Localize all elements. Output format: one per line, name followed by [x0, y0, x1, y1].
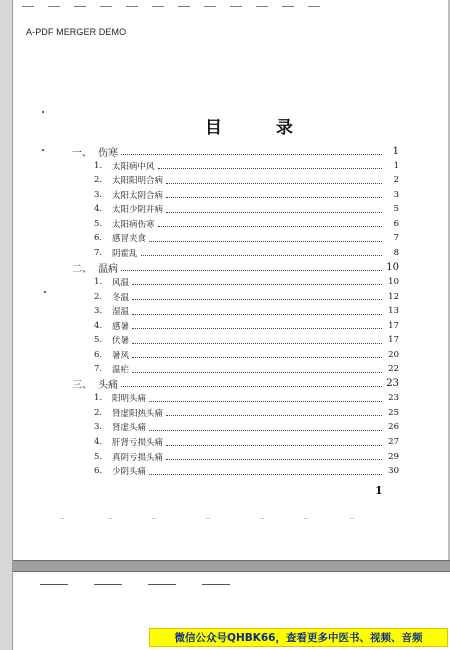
toc-dot-leader	[166, 197, 382, 198]
toc-dot-leader	[166, 445, 382, 446]
toc-entry-label: 温疟	[112, 365, 130, 376]
toc-entry-number: 4.	[94, 437, 103, 447]
toc-entry-number: 3.	[94, 189, 103, 200]
next-page-dash-marks	[40, 584, 230, 585]
toc-entry-page: 17	[388, 335, 399, 346]
toc-entry-label: 暑风	[112, 350, 130, 361]
toc-entry-row	[94, 159, 399, 173]
toc-entry-page: 27	[388, 437, 399, 447]
toc-entry-page: 3	[393, 189, 399, 200]
toc-entry-label: 阳明头痛	[112, 394, 147, 405]
toc-entry-page: 29	[388, 451, 399, 462]
toc-entry-page: 22	[388, 364, 399, 375]
toc-dot-leader	[132, 372, 382, 373]
toc-entry-page: 17	[388, 320, 399, 331]
toc-entry-number: 2.	[94, 407, 103, 418]
toc-dot-leader	[166, 459, 382, 460]
toc-entry-page: 1	[392, 145, 399, 157]
toc-dot-leader	[149, 474, 382, 475]
toc-entry-row	[94, 333, 399, 347]
toc-entry-label: 头痛	[98, 380, 118, 392]
toc-entry-row	[94, 304, 399, 318]
toc-entry-row	[94, 231, 399, 245]
page-number: 1	[375, 484, 383, 497]
toc-entry-label: 感暑	[112, 321, 130, 332]
toc-entry-number: 4.	[94, 204, 103, 215]
toc-entry-row	[94, 246, 399, 260]
toc-dot-leader	[149, 401, 382, 402]
toc-dot-leader	[149, 241, 382, 242]
toc-entry-page: 7	[393, 233, 399, 244]
toc-entry-number: 6.	[94, 349, 103, 360]
faint-scan-marks	[60, 518, 380, 520]
toc-entry-number: 5.	[94, 218, 103, 229]
toc-entry-row	[94, 188, 399, 202]
toc-entry-label: 温病	[98, 263, 118, 275]
toc-entry-row	[94, 406, 399, 420]
toc-entry-number: 6.	[94, 466, 103, 477]
toc-entry-row	[94, 217, 399, 231]
toc-entry-label: 感冒夹食	[112, 234, 147, 245]
toc-dot-leader	[166, 212, 382, 213]
toc-entry-number: 7.	[94, 247, 103, 258]
toc-dot-leader	[132, 357, 382, 358]
toc-entry-label: 肾虚头痛	[112, 423, 147, 434]
toc-entry-row	[94, 275, 399, 289]
scan-speck	[42, 149, 44, 151]
toc-entry-row	[94, 420, 399, 434]
toc-entry-number: 5.	[94, 451, 103, 462]
toc-entry-row	[94, 435, 399, 449]
toc-entry-number: 5.	[94, 335, 103, 346]
toc-entry-page: 6	[393, 218, 399, 229]
scan-speck	[42, 111, 44, 113]
toc-entry-label: 太阳病伤寒	[112, 219, 155, 230]
toc-dot-leader	[158, 226, 382, 227]
toc-dot-leader	[158, 168, 382, 169]
toc-entry-page: 23	[386, 378, 399, 390]
toc-entry-row	[94, 450, 399, 464]
toc-dot-leader	[149, 430, 382, 431]
toc-dot-leader	[121, 154, 382, 155]
toc-section-row	[72, 377, 399, 391]
toc-entry-number: 7.	[94, 364, 103, 375]
toc-entry-label: 风温	[112, 277, 130, 288]
toc-dot-leader	[166, 183, 382, 184]
toc-entry-page: 10	[386, 261, 399, 273]
toc-entry-number: 三、	[72, 380, 92, 392]
toc-dot-leader	[121, 386, 382, 387]
toc-entry-label: 太阳阳明合病	[112, 176, 164, 187]
toc-entry-number: 1.	[94, 276, 103, 287]
toc-entry-number: 6.	[94, 233, 103, 244]
toc-dot-leader	[132, 284, 382, 285]
toc-entry-label: 湿温	[112, 307, 130, 318]
toc-entry-row	[94, 173, 399, 187]
toc-entry-row	[94, 362, 399, 376]
toc-entry-label: 伏暑	[112, 336, 130, 347]
toc-entry-row	[94, 290, 399, 304]
toc-entry-label: 真阴亏损头痛	[112, 452, 164, 463]
toc-entry-number: 2.	[94, 291, 103, 302]
toc-entry-label: 肾虚阳热头痛	[112, 408, 164, 419]
toc-entry-label: 阴霍乱	[112, 248, 138, 259]
promo-banner: 微信公众号QHBK66，查看更多中医书、视频、音频	[149, 628, 448, 647]
toc-entry-number: 1.	[94, 393, 103, 404]
toc-entry-page: 1	[393, 160, 399, 171]
toc-entry-page: 5	[393, 204, 399, 215]
toc-entry-label: 肝肾亏损头痛	[112, 438, 164, 448]
toc-entry-row	[94, 391, 399, 405]
toc-entry-number: 4.	[94, 320, 103, 331]
toc-entry-page: 8	[393, 247, 399, 258]
toc-entry-number: 3.	[94, 306, 103, 317]
scan-speck	[44, 291, 46, 293]
toc-entry-page: 23	[388, 393, 399, 404]
demo-watermark: A-PDF MERGER DEMO	[26, 27, 127, 37]
toc-entry-number: 2.	[94, 175, 103, 186]
toc-entry-number: 二、	[72, 263, 92, 275]
top-dash-marks	[22, 6, 320, 7]
toc-dot-leader	[132, 343, 382, 344]
toc-dot-leader	[132, 328, 382, 329]
toc-title: 目 录	[205, 118, 317, 138]
toc-entry-number: 3.	[94, 422, 103, 433]
toc-entry-label: 冬温	[112, 292, 130, 303]
toc-entry-page: 13	[388, 306, 399, 317]
toc-entry-page: 10	[388, 276, 399, 287]
toc-entry-row	[94, 464, 399, 478]
toc-entry-page: 2	[393, 175, 399, 186]
toc-entry-page: 25	[388, 407, 399, 418]
toc-entry-label: 伤寒	[98, 147, 118, 159]
toc-dot-leader	[141, 255, 382, 256]
toc-entry-page: 26	[388, 422, 399, 433]
toc-entry-number: 一、	[72, 147, 92, 159]
toc-entry-label: 太阳少阴并病	[112, 205, 164, 216]
toc-entry-page: 20	[388, 349, 399, 360]
toc-entry-label: 少阴头痛	[112, 467, 147, 478]
toc-entry-number: 1.	[94, 160, 103, 171]
toc-section-row	[72, 260, 399, 274]
toc-entry-page: 12	[388, 291, 399, 302]
toc-entry-label: 太阳病中风	[112, 161, 155, 172]
toc-entry-row	[94, 348, 399, 362]
toc-dot-leader	[132, 299, 382, 300]
page-separator	[13, 560, 450, 572]
toc-entry-row	[94, 319, 399, 333]
toc-entry-label: 太阳太阴合病	[112, 190, 164, 201]
toc-entry-page: 30	[388, 466, 399, 477]
toc-entry-row	[94, 202, 399, 216]
viewer-left-bar	[0, 0, 13, 650]
toc-dot-leader	[121, 270, 382, 271]
toc-dot-leader	[132, 314, 382, 315]
toc-dot-leader	[166, 415, 382, 416]
toc-section-row	[72, 144, 399, 158]
